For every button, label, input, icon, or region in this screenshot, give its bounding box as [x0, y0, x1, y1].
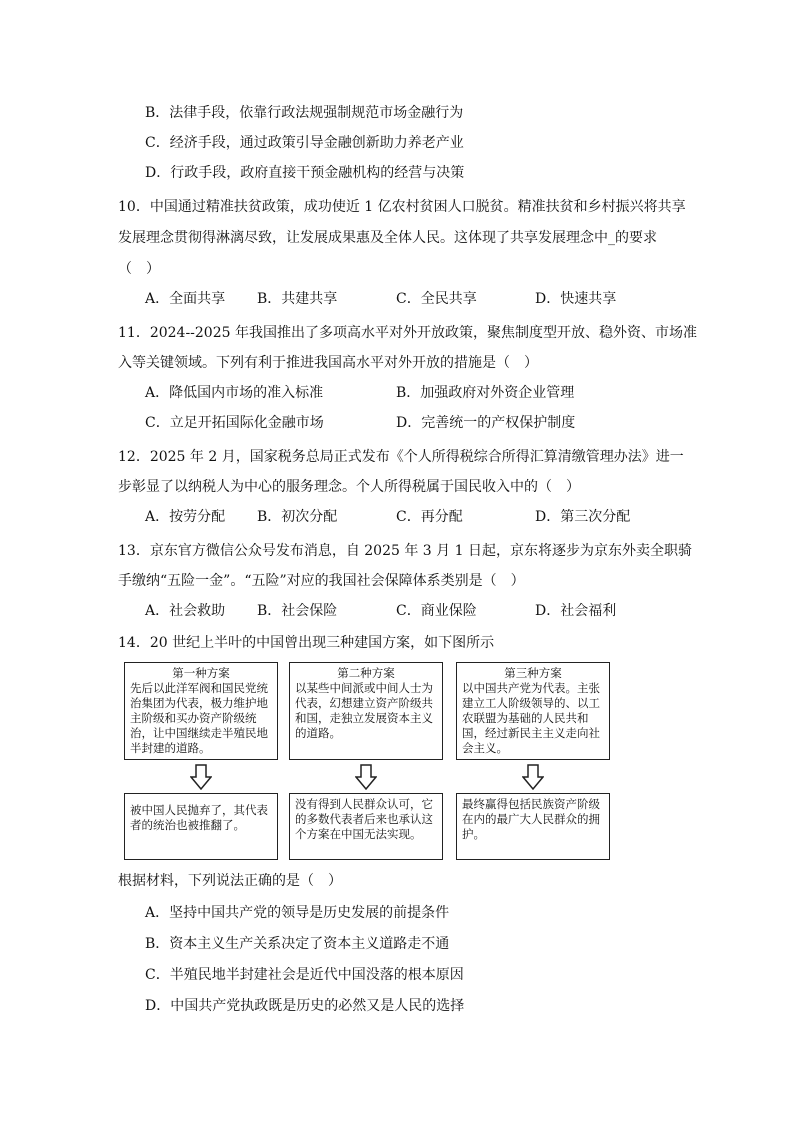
q12-option-d[interactable]: D．第三次分配: [535, 509, 631, 525]
down-arrow-icon: [522, 764, 544, 790]
q9-option-c[interactable]: C．经济手段，通过政策引导金融创新助力养老产业: [145, 135, 464, 151]
q13-option-d[interactable]: D．社会福利: [535, 603, 617, 619]
plan-2-box: [289, 662, 443, 760]
plan-1-title: 第一种方案: [172, 666, 230, 680]
plan-1-result-box: [124, 793, 278, 860]
q12-stem-line2: 步彰显了以纳税人为中心的服务理念。个人所得税属于国民收入中的（ ）: [118, 479, 580, 495]
q11-option-d[interactable]: D．完善统一的产权保护制度: [396, 415, 576, 431]
q9-option-d[interactable]: D．行政手段，政府直接干预金融机构的经营与决策: [145, 165, 465, 181]
plan-1-box: [124, 662, 278, 760]
plan-1-body: 先后以此洋军阀和国民党统治集团为代表，极力维护地主阶级和买办资产阶级统治，让中国继续走半殖民地半封建的道路。: [130, 681, 268, 755]
q10-stem-line3: （ ）: [118, 261, 160, 277]
q11-stem-line2: 入等关键领域。下列有利于推进我国高水平对外开放的措施是（ ）: [118, 355, 538, 371]
q14-option-c[interactable]: C．半殖民地半封建社会是近代中国没落的根本原因: [145, 967, 464, 983]
plan-3-result-box: [456, 793, 610, 860]
q14-question: 根据材料，下列说法正确的是（ ）: [118, 873, 342, 889]
down-arrow-icon: [355, 764, 377, 790]
q14-option-d[interactable]: D．中国共产党执政既是历史的必然又是人民的选择: [145, 998, 465, 1014]
q13-stem-line1: 13．京东官方微信公众号发布消息，自 2025 年 3 月 1 日起，京东将逐步为京东外卖全职骑: [118, 543, 692, 559]
q12-option-b[interactable]: B．初次分配: [257, 509, 338, 525]
plan-1-result: 被中国人民抛弃了，其代表者的统治也被推翻了。: [130, 803, 268, 832]
q11-option-a[interactable]: A．降低国内市场的准入标准: [145, 385, 324, 401]
plan-3-result: 最终赢得包括民族资产阶级在内的最广大人民群众的拥护。: [462, 797, 600, 841]
q12-stem-line1: 12．2025 年 2 月，国家税务总局正式发布《个人所得税综合所得汇算清缴管理办法》进一: [118, 449, 684, 465]
q12-option-a[interactable]: A．按劳分配: [145, 509, 226, 525]
plan-3-box: [456, 662, 610, 760]
plan-2-result-box: [289, 793, 443, 860]
q14-option-a[interactable]: A．坚持中国共产党的领导是历史发展的前提条件: [145, 905, 450, 921]
q11-option-b[interactable]: B．加强政府对外资企业管理: [396, 385, 575, 401]
q9-option-b[interactable]: B．法律手段，依靠行政法规强制规范市场金融行为: [145, 105, 464, 121]
down-arrow-icon: [190, 764, 212, 790]
q14-option-b[interactable]: B．资本主义生产关系决定了资本主义道路走不通: [145, 936, 450, 952]
q10-option-b[interactable]: B．共建共享: [257, 291, 338, 307]
q13-stem-line2: 手缴纳“五险一金”。“五险”对应的我国社会保障体系类别是（ ）: [118, 573, 525, 589]
plan-2-body: 以某些中间派或中间人士为代表，幻想建立资产阶级共和国，走独立发展资本主义的道路。: [295, 681, 433, 740]
plan-3-body: 以中国共产党为代表。主张建立工人阶级领导的、以工农联盟为基础的人民共和国，经过新民主主义走向社会主义。: [462, 681, 600, 755]
q10-option-d[interactable]: D．快速共享: [535, 291, 617, 307]
q13-option-b[interactable]: B．社会保险: [257, 603, 338, 619]
q10-stem-line1: 10．中国通过精准扶贫政策，成功使近 1 亿农村贫困人口脱贫。精准扶贫和乡村振兴将共享: [118, 199, 686, 215]
q11-option-c[interactable]: C．立足开拓国际化金融市场: [145, 415, 324, 431]
q11-stem-line1: 11．2024--2025 年我国推出了多项高水平对外开放政策，聚焦制度型开放、稳外资、市场准: [118, 325, 697, 341]
q10-option-a[interactable]: A．全面共享: [145, 291, 226, 307]
q13-option-c[interactable]: C．商业保险: [396, 603, 477, 619]
plan-3-title: 第三种方案: [504, 666, 562, 680]
q13-option-a[interactable]: A．社会救助: [145, 603, 226, 619]
q12-option-c[interactable]: C．再分配: [396, 509, 463, 525]
q14-stem: 14．20 世纪上半叶的中国曾出现三种建国方案，如下图所示: [118, 635, 495, 651]
plan-2-title: 第二种方案: [337, 666, 395, 680]
plan-2-result: 没有得到人民群众认可，它的多数代表者后来也承认这个方案在中国无法实现。: [295, 797, 433, 841]
q10-stem-line2: 发展理念贯彻得淋漓尽致，让发展成果惠及全体人民。这体现了共享发展理念中_的要求: [118, 230, 657, 246]
q10-option-c[interactable]: C．全民共享: [396, 291, 477, 307]
